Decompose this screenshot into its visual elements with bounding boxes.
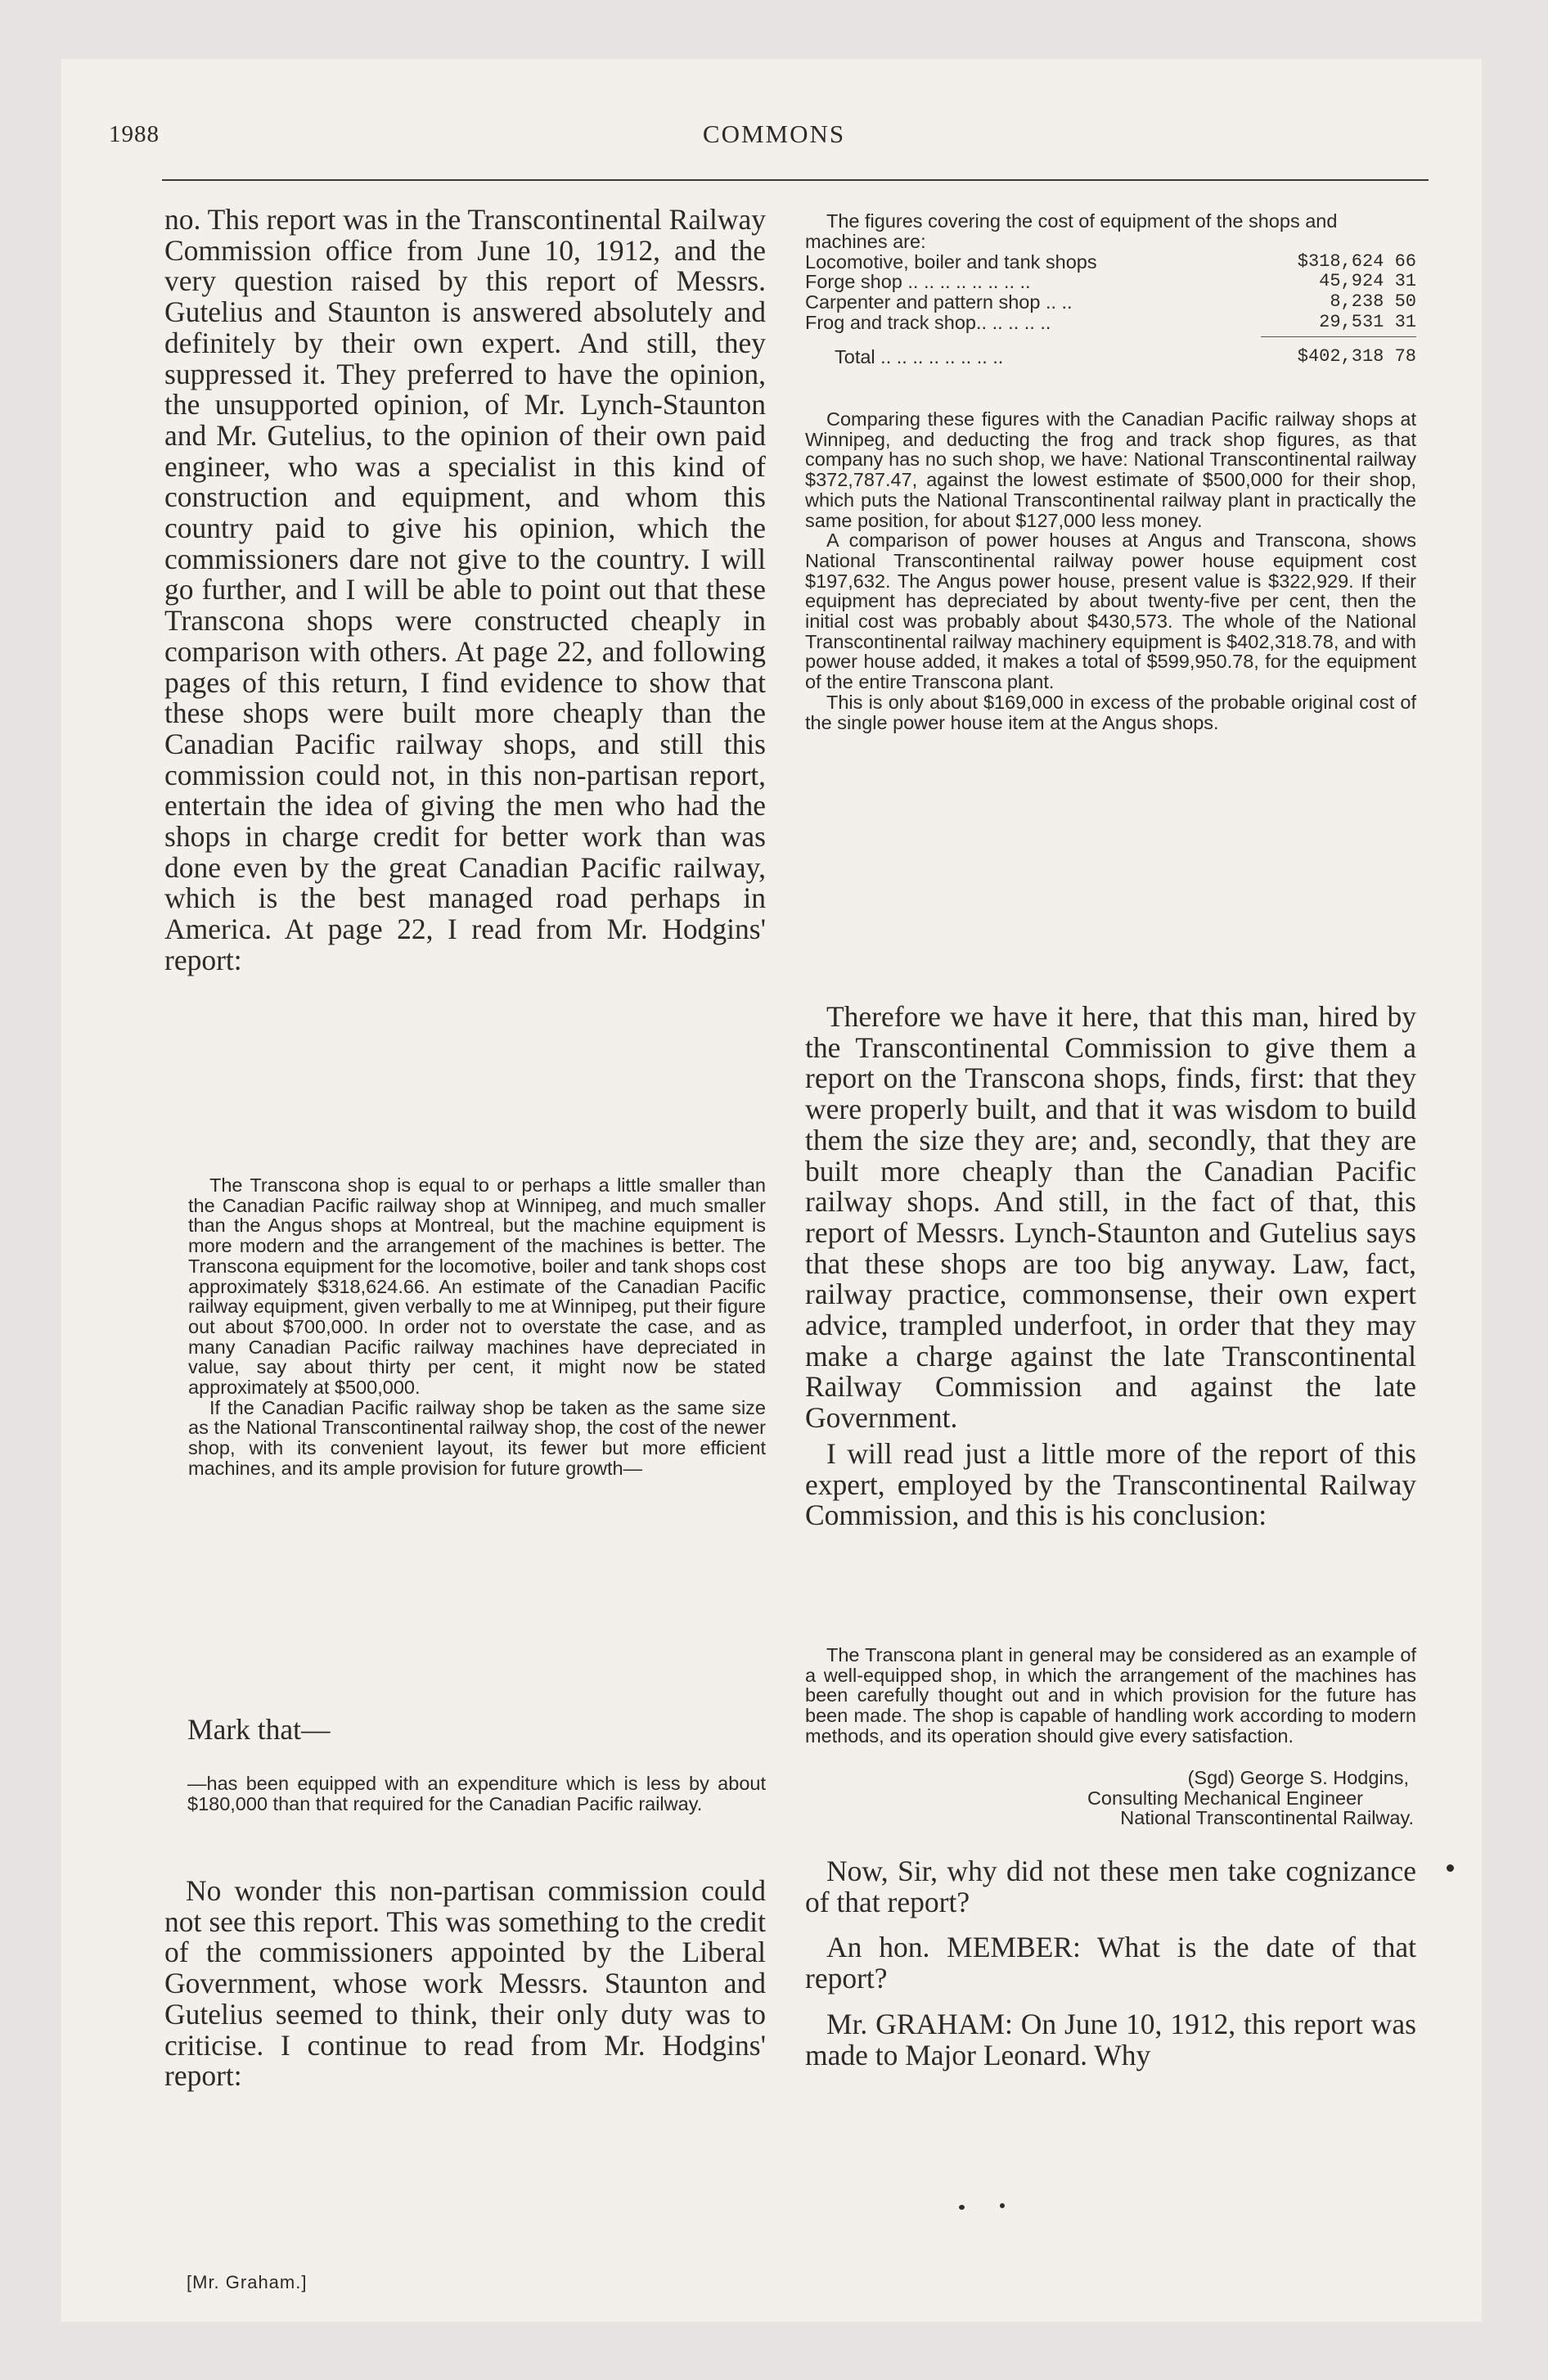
total-label: Total .. .. .. .. .. .. .. ..	[835, 345, 1004, 367]
table-row	[805, 252, 1416, 273]
page-title: COMMONS	[702, 119, 846, 148]
table-row	[805, 272, 1416, 292]
right-para-5: Mr. GRAHAM: On June 10, 1912, this report was made to Major Leonard. Why	[805, 2007, 1416, 2071]
right-paragraphs	[805, 1002, 1416, 1531]
signature-block	[805, 1768, 1416, 1828]
page-number: 1988	[109, 121, 160, 147]
left-quote-2: If the Canadian Pacific railway shop be taken as the same size as the National Transcontinental railway shop, the cost of the newer shop, with its convenient layout, its fewer but more efficient machines, and its ample provision for future growth—	[188, 1396, 766, 1479]
right-para-2: I will read just a little more of the report of this expert, employed by the Transcontinental Railway Commission, and this is his conclusion:	[805, 1436, 1416, 1532]
total-value: $402,318 78	[1297, 345, 1416, 367]
left-paragraph-1	[164, 205, 766, 976]
left-quote-3-block	[187, 1774, 766, 1814]
ink-speck	[1447, 1864, 1454, 1872]
ink-speck	[1000, 2203, 1005, 2208]
cost-table	[805, 211, 1416, 367]
left-quote-block	[188, 1175, 766, 1479]
total-rule	[1261, 336, 1416, 337]
signature-name: (Sgd) George S. Hodgins,	[1187, 1767, 1409, 1788]
left-para-2-text: No wonder this non-partisan commission could not see this report. This was something to the credit of the commissioners appointed by the Liberal Government, whose work Messrs. Staunton and Gutelius seemed to think, their only duty was to criticise. I continue to read from Mr. Hodgins' report:	[164, 1874, 766, 2093]
left-paragraph-2	[164, 1876, 766, 2092]
right-para-3: Now, Sir, why did not these men take cognizance of that report?	[805, 1855, 1416, 1918]
right-quote-block	[805, 409, 1416, 732]
left-quote-1: The Transcona shop is equal to or perhaps a little smaller than the Canadian Pacific railway shop at Winnipeg, and much smaller than the Angus shops at Montreal, but the machine equipment is more modern and the arrangement of the machines is better. The Transcona equipment for the locomotive, boiler and tank shops cost approximately $318,624.66. An estimate of the Canadian Pacific railway equipment, given verbally to me at Winnipeg, put their figure out about $700,000. In order not to overstate the case, and as many Canadian Pacific railway machines have depreciated in value, say about thirty per cent, it might now be stated approximately at $500,000.	[188, 1174, 766, 1399]
row-value: 45,924 31	[1319, 271, 1416, 292]
row-value: 8,238 50	[1330, 291, 1416, 313]
row-value: $318,624 66	[1297, 250, 1416, 272]
table-row	[805, 292, 1416, 313]
table-total-row	[805, 347, 1416, 367]
row-label: Frog and track shop.. .. .. .. ..	[805, 311, 1051, 333]
mark-that-text: Mark that—	[187, 1713, 331, 1746]
right-quote-b: A comparison of power houses at Angus and Transcona, shows National Transcontinental railway power house equipment cost $197,632. The Angus power house, present value is $322,929. If their equipment has depreciated by about twenty-five per cent, then the initial cost was probably about $430,573. The whole of the National Transcontinental railway machinery equipment is $402,318.78, and with power house added, it makes a total of $599,950.78, for the equipment of the entire Transcona plant.	[805, 530, 1416, 693]
row-value: 29,531 31	[1319, 311, 1416, 332]
right-para-1: Therefore we have it here, that this man, hired by the Transcontinental Commission to give them a report on the Transcona shops, finds, first: that they were properly built, and that it was wisdom to build them the size they are; and, secondly, that they are built more cheaply than the Canadian Pacific railway shops. And still, in the fact of that, this report of Messrs. Lynch-Staunton and Gutelius says that these shops are too big anyway. Law, fact, railway practice, commonsense, their own expert advice, trampled underfoot, in order that they may make a charge against the late Transcontinental Railway Commission and against the late Government.	[805, 1000, 1416, 1435]
table-intro: The figures covering the cost of equipment of the shops and machines are:	[805, 210, 1338, 252]
signature-org: National Transcontinental Railway.	[1120, 1807, 1414, 1829]
row-label: Locomotive, boiler and tank shops	[805, 250, 1097, 273]
left-quote-3: —has been equipped with an expenditure which is less by about $180,000 than that required for the Canadian Pacific railway.	[187, 1773, 766, 1814]
right-conclusion-quote	[805, 1645, 1416, 1747]
speaker-footnote: [Mr. Graham.]	[187, 2272, 308, 2292]
right-quote-a: Comparing these figures with the Canadian Pacific railway shops at Winnipeg, and deducting the frog and track shop figures, as that company has no such shop, we have: National Transcontinental railway $372,787.47, against the lowest estimate of $500,000 for their shop, which puts the National Transcontinental railway plant in practically the same position, for about $127,000 less money.	[805, 408, 1416, 531]
right-para-4: An hon. MEMBER: What is the date of that report?	[805, 1931, 1416, 1995]
right-quote-d: The Transcona plant in general may be considered as an example of a well-equipped shop, in which the arrangement of the machines has been carefully thought out and in which provision for the future has been made. The shop is capable of handling work according to modern methods, and its operation should give every satisfaction.	[805, 1644, 1416, 1747]
ink-speck	[959, 2205, 965, 2210]
row-label: Forge shop .. .. .. .. .. .. .. ..	[805, 271, 1031, 293]
table-row	[805, 313, 1416, 333]
left-para-1-text: no. This report was in the Transcontinental Railway Commission office from June 10, 1912, and the very question raised by this report of Messrs. Gutelius and Staunton is answered absolutely and definitely by their own expert. And still, they suppressed it. They preferred to have the opinion, the unsupported opinion, of Mr. Lynch-Staunton and Mr. Gutelius, to the opinion of their own paid engineer, who was a specialist in this kind of construction and equipment, and whom this country paid to give his opinion, which the commissioners dare not give to the country. I will go further, and I will be able to point out that these Transcona shops were constructed cheaply in comparison with others. At page 22, and following pages of this return, I find evidence to show that these shops were built more cheaply than the Canadian Pacific railway shops, and still this commission could not, in this non-partisan report, entertain the idea of giving the men who had the shops in charge credit for better work than was done even by the great Canadian Pacific railway, which is the best managed road perhaps in America. At page 22, I read from Mr. Hodgins' report:	[164, 203, 766, 976]
right-quote-c: This is only about $169,000 in excess of the probable original cost of the single power house item at the Angus shops.	[805, 691, 1416, 733]
signature-title: Consulting Mechanical Engineer	[1087, 1787, 1363, 1809]
right-closing-paragraphs	[805, 1856, 1416, 2071]
left-mark-that	[187, 1715, 766, 1746]
header-rule	[162, 179, 1429, 181]
row-label: Carpenter and pattern shop .. ..	[805, 291, 1073, 313]
